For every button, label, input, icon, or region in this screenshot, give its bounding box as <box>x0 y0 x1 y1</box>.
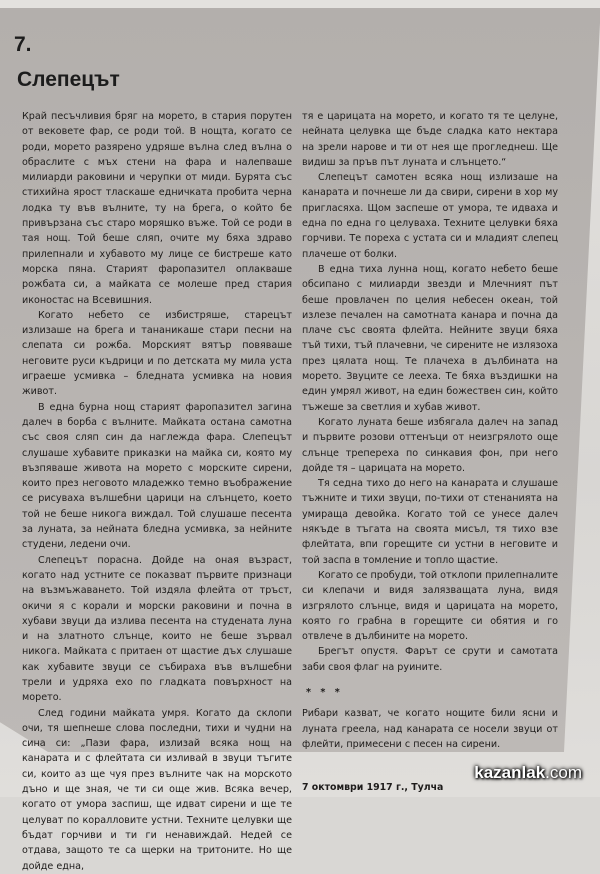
paragraph: Слепецът самотен всяка нощ излизаше на канарата и почнеше ли да свири, сирени в хор му пригласяха. Щом заспеше от умора, те идваха и една по една го целуваха. Техните целувки бяха горчиви. Те пореха с устата си и младият слепец плачеше от болки. <box>302 172 558 260</box>
paragraph: В една тиха лунна нощ, когато небето беше обсипано с милиарди звезди и Млечният път беше провлачен по целия небесен океан, той излезе печален на самотната канара и почна да плаче със своята флейта. Нейните звуци бяха тъй тихи, тъй плачевни, че сирените не излязоха през цялата нощ. Те плачеха в дълбината на морето. Звуците се лееха. Те бяха въздишки на един умрял живот, на един божествен син, който тъжеше за светлия и хубав живот. <box>302 263 558 413</box>
section-separator: * * * <box>306 686 343 698</box>
watermark-name: kazanlak <box>474 763 546 782</box>
paragraph: След години майката умря. Когато да склопи очи, тя шепнеше слова последни, тихи и чудни на сина си: „Пази фара, излизай всяка нощ на канарата и с флейтата си изливай в звуци тъгите си, които аз ще чуя през вълните чак на морското дъно и ще зная, че ти си още жив. Всяка вечер, когато от умора заспиш, ще идват сирени и ще те целуват по коралловите устни. Техните целувки ще бъдат горчиви и ти ги ненавиждай. Недей се отдава, защото те са щерки на тритоните. Но ще дойде една, <box>22 707 292 872</box>
paragraph: тя е царицата на морето, и когато тя те целуне, нейната целувка ще бъде сладка като нектара на зрели нарове и ти от нея ще прогледнеш. Ще видиш за пръв път луната и слънцето.“ <box>302 111 558 168</box>
section-number: 7. <box>14 33 32 56</box>
paragraph: Тя седна тихо до него на канарата и слушаше тъжните и тихи звуци, по-тихи от стенанията на умираща девойка. Когато той се унесе далеч някъде в тъгата на своята мисъл, тя тихо взе флейтата, впи горещите си устни в неговите и той заспа в томление и топло щастие. <box>302 478 558 566</box>
dateline: 7 октомври 1917 г., Тулча <box>302 782 444 794</box>
paragraph: Слепецът порасна. Дойде на оная възраст, когато над устните се показват първите признаци на възмъжаването. Той издяла флейта от тръст, окичи я с корали и морски раковини и почна в хубави звуци да излива песента на студената луна и на златното слънце, които не беше зървал никога. Майката с притаен от щастие дъх слушаше как хубавите звуци се събираха във вълшебни трели и удряха ехо по гладката повърхност на морето. <box>22 554 292 704</box>
watermark <box>474 763 582 783</box>
paragraph: Край песъчливия бряг на морето, в стария порутен от вековете фар, се роди той. В нощта, когато се роди, морето разярено удряше вълна след вълна о обраслите с мъх стени на фара и налепваше милиарди раковини и черупки от миди. Бурята със стихийна ярост тласкаше едничката пробита черна лодка ту във вълните, ту на брега, о който бе привързана със старо моряшко въже. Той се роди в тая нощ. Той беше сляп, очите му бяха здраво прилепнали и хубавото му лице се бистреше като морска пяна. Старият фаропазител оплакваше рожбата си, а майката се молеше пред стария иконостас на Всевишния. <box>22 111 292 306</box>
story-title: Слепецът <box>17 68 120 91</box>
right-text-column <box>302 109 558 795</box>
paragraph: Когато се пробуди, той отклопи прилепналите си клепачи и видя залязващата луна, видя изгрялото слънце, видя и царицата на морето, която го грабна в горещите си обятия и го отвлече в дълбините на морето. <box>302 569 558 643</box>
left-text-column <box>22 109 292 874</box>
paragraph: Когато небето се избистряше, старецът излизаше на брега и тананикаше стари песни на слепата си рожба. Морският вятър повяваше неговите руси къдрици и по детската му мила уста играеше усмивка – бледната усмивка на новия живот. <box>22 309 292 398</box>
watermark-tld: .com <box>545 763 582 782</box>
paragraph: Когато луната беше избягала далеч на запад и първите розови оттенъци от неизгрялото още слънце трепереха по синкавия фон, при него дойде тя – царицата на морето. <box>302 416 558 474</box>
paragraph: Брегът опустя. Фарът се срути и самотата заби своя флаг на руините. <box>302 646 558 673</box>
paragraph: В една бурна нощ старият фаропазител загина далеч в борба с вълните. Майката остана самотна със своя сляп син да наглежда фара. Слепецът слушаше хубавите приказки на майка си, която му възпяваше живота на морето с морските сирени, които през неговото младежко темно въображение се рисуваха вълшебни царици на слънцето, което той не беше никога виждал. Той слушаше песента за луната, за нейната бледна усмивка, за нейните студени, ледени очи. <box>22 401 292 551</box>
epilogue: Рибари казват, че когато нощите били ясни и луната греела, над канарата се носели звуци от флейти, примесени с песен на сирени. <box>302 708 558 750</box>
